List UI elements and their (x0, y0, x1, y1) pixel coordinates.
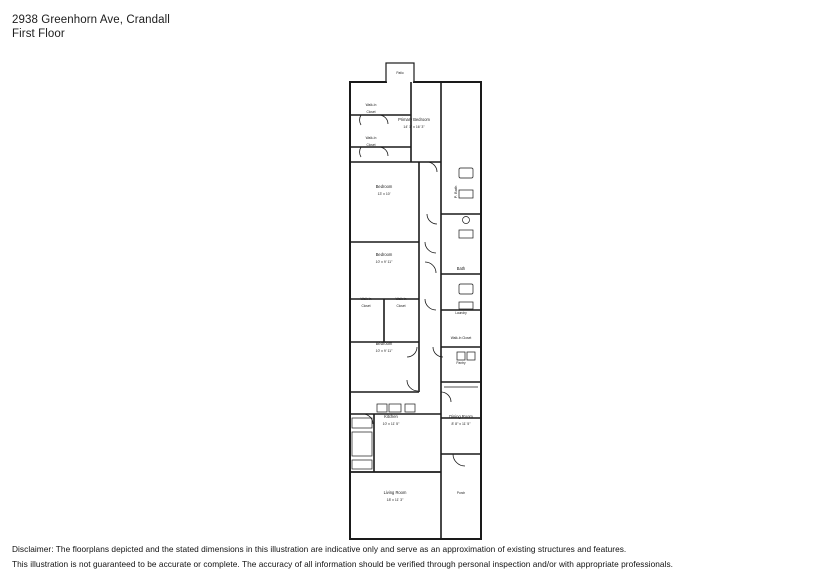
label-primary: Primary Bedroom (398, 117, 430, 122)
label-bedroom-3-dim: 10' x 9' 11" (375, 349, 393, 353)
label-walkin-5: Walk-In Closet (450, 336, 472, 340)
label-primary-bath: P. Bath (453, 185, 458, 199)
label-porch: Porch (456, 491, 466, 495)
label-bedroom-1-dim: 13' x 10' (377, 192, 391, 196)
disclaimer-line-2: This illustration is not guaranteed to be accurate or complete. The accuracy of all information should be verified through personal inspection and/or with appropriate professionals. (12, 559, 674, 569)
label-kitchen-dim: 10' x 11' 5" (382, 422, 400, 426)
label-bedroom-2: Bedroom (375, 252, 393, 257)
disclaimer (12, 542, 812, 572)
label-pantry: Pantry (456, 361, 466, 365)
label-kitchen: Kitchen (384, 414, 398, 419)
label-walkin-2-sub: Closet (366, 143, 376, 147)
label-dining: Dining Room (449, 414, 473, 419)
label-laundry: Laundry (455, 311, 467, 315)
label-walkin-4: Walk-In (395, 297, 407, 301)
label-walkin-1: Walk-In (365, 103, 377, 107)
disclaimer-line-1: Disclaimer: The floorplans depicted and the stated dimensions in this illustration are indicative only and serve as an approximation of existing structures and features. (12, 544, 627, 554)
label-patio: Patio (396, 71, 404, 75)
floorplan-svg (349, 62, 482, 540)
label-primary-dim: 14' 1" x 16' 3" (403, 125, 425, 129)
label-living-dim: 18' x 11' 3" (386, 498, 404, 502)
label-bedroom-3: Bedroom (375, 341, 393, 346)
page-title (12, 13, 170, 41)
label-walkin-1-sub: Closet (366, 110, 376, 114)
label-living: Living Room (383, 490, 407, 495)
floor-label: First Floor (12, 28, 65, 40)
label-walkin-2: Walk-In (365, 136, 377, 140)
label-bath: Bath (456, 266, 466, 271)
floorplan-diagram (349, 62, 482, 540)
label-bedroom-1: Bedroom (375, 184, 393, 189)
label-bedroom-2-dim: 10' x 9' 11" (375, 260, 393, 264)
label-walkin-3-sub: Closet (361, 304, 371, 308)
label-walkin-4-sub: Closet (396, 304, 406, 308)
label-dining-dim: 8' 8" x 11' 5" (451, 422, 471, 426)
exterior-walls (350, 63, 481, 539)
property-address: 2938 Greenhorn Ave, Crandall (12, 14, 170, 26)
label-walkin-3: Walk-In (360, 297, 372, 301)
